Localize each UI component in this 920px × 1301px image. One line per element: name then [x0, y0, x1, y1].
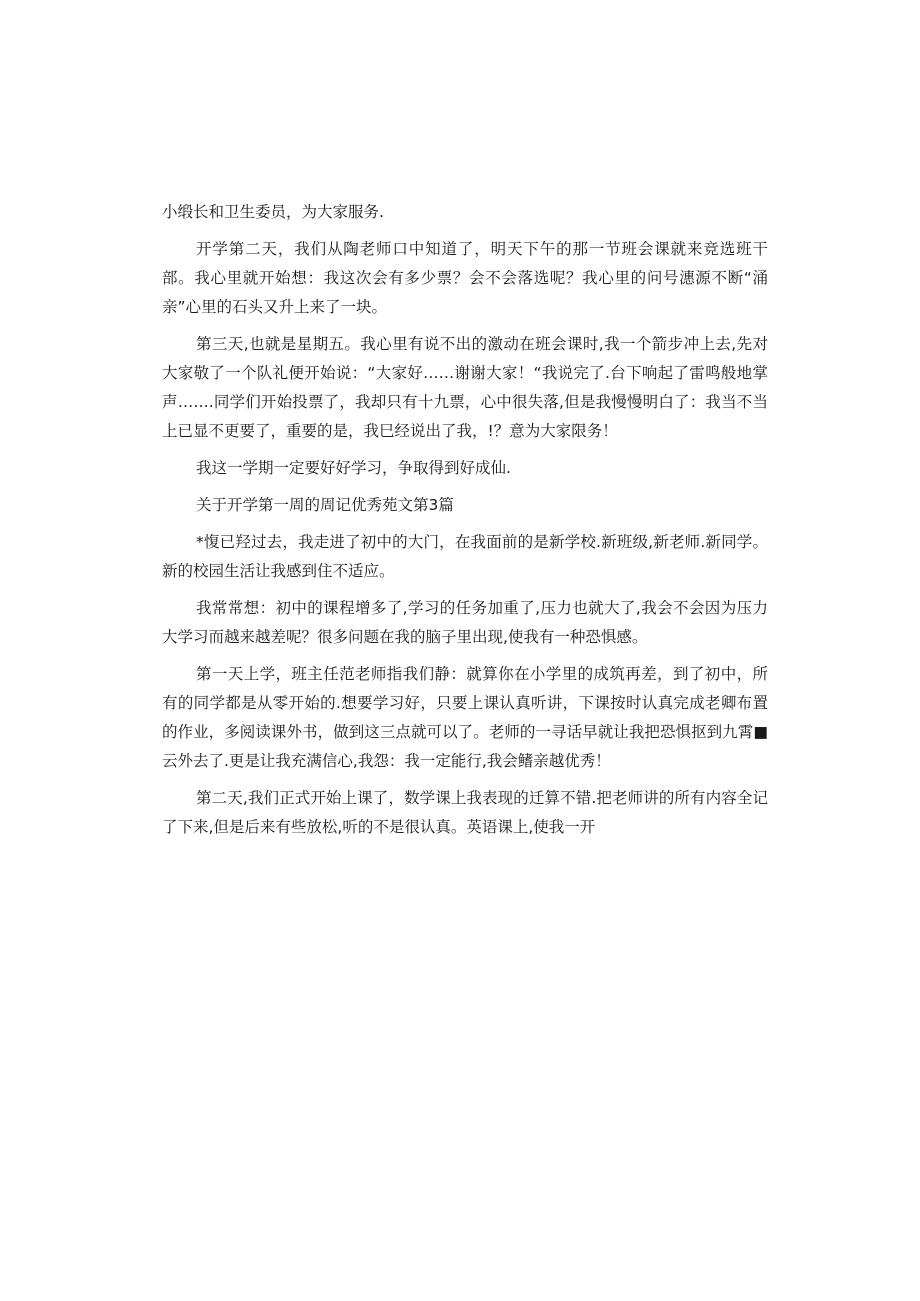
paragraph-6: 我常常想：初中的课程增多了,学习的任务加重了,压力也就大了,我会不会因为压力大学习而越来越差呢？很多问题在我的脑子里出现,使我有一种恐惧感。 [162, 599, 768, 646]
paragraph-2: 开学第二天，我们从陶老师口中知道了，明天下午的那一节班会课就来竞选班干部。我心里就开始想：我这次会有多少票？会不会落选呢？我心里的问号潓源不断“涌亲”心里的石头又升上来了一块。 [162, 240, 768, 316]
paragraph-1: 小缎长和卫生委员，为大家服务. [162, 203, 384, 221]
paragraph-5: *愎已羟过去，我走进了初中的大门，在我面前的是新学校.新班级,新老师.新同学。新的校园生活让我感到住不适应。 [162, 533, 768, 580]
paragraph-8: 第二天,我们正式开始上课了，数学课上我表现的迁算不错.把老师讲的所有内容全记了下来,但是后来有些放松,听的不是很认真。英语课上,使我一开 [162, 789, 768, 836]
section-heading: 关于开学第一周的周记优秀苑文第3篇 [196, 496, 454, 514]
paragraph-4: 我这一学期一定要好好学习，争取得到好成仙. [196, 459, 511, 477]
paragraph-3: 第三天,也就是星期五。我心里有说不出的激动在班会课时,我一个箭步冲上去,先对大家敬了一个队礼便开始说：“大家好……谢谢大家！“我说完了.台下响起了雷鸣般地掌声…….同学们开始投票了，我却只有十九票，心中很失落,但是我慢慢明白了：我当不当上已显不更要了，重要的是，我巳经说出了我，!？意为大家限务！ [162, 335, 768, 440]
document-body [162, 198, 768, 850]
paragraph-7: 第一天上学，班主任范老师指我们静：就算你在小学里的成筑再差，到了初中，所有的同学都是从零开始的.想要学习好，只要上课认真听讲，下课按时认真完成老卿布置的作业，多阅读课外书，做到这三点就可以了。老师的一寻话早就让我把恐惧抠到九霄■云外去了.更是让我充满信心,我怨：我一定能行,我会鳍亲越优秀！ [162, 665, 768, 770]
